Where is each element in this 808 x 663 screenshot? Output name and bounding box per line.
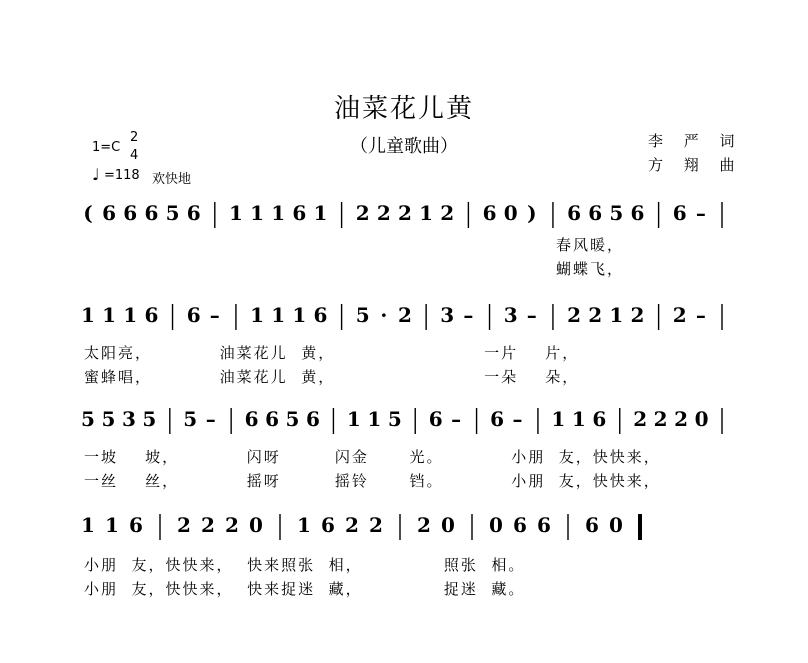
note-2-5: 5 — [183, 407, 198, 431]
note-0-7: 1 — [228, 201, 243, 225]
note-0-5: 6 — [186, 201, 201, 225]
note-3-21: 6 — [585, 513, 599, 537]
note-2-17: 6 — [428, 407, 443, 431]
page-title: 油菜花儿黄 — [333, 94, 474, 124]
note-2-21: – — [512, 407, 523, 431]
note-3-0: 1 — [81, 513, 95, 537]
note-1-24: 2 — [588, 303, 603, 327]
note-0-8: 1 — [250, 201, 265, 225]
note-3-18: 6 — [513, 513, 527, 537]
note-0-28: 6 — [672, 201, 687, 225]
note-3-12: 2 — [369, 513, 383, 537]
time-signature-bottom: 4 — [130, 148, 139, 163]
note-1-10: 1 — [292, 303, 307, 327]
note-1-23: 2 — [567, 303, 582, 327]
note-1-29: – — [695, 303, 706, 327]
note-3-4: 2 — [177, 513, 191, 537]
note-2-6: – — [205, 407, 216, 431]
lyrics-line4-verse1: 小朋 友，快快来， 快来照张 相， 照张 相。 — [84, 556, 526, 574]
note-3-6: 2 — [225, 513, 239, 537]
lyricist-credit: 李 严 词 — [648, 132, 743, 150]
note-3-17: 0 — [489, 513, 503, 537]
note-0-25: 5 — [609, 201, 624, 225]
page-subtitle: （儿童歌曲） — [350, 136, 458, 157]
note-2-2: 3 — [121, 407, 136, 431]
note-2-13: 1 — [346, 407, 361, 431]
note-0-1: 6 — [102, 201, 117, 225]
note-0-16: 1 — [419, 201, 434, 225]
note-2-29: 2 — [674, 407, 689, 431]
note-1-14: · — [380, 303, 388, 327]
note-1-28: 2 — [672, 303, 687, 327]
note-1-13: 5 — [355, 303, 370, 327]
note-0-20: 0 — [503, 201, 518, 225]
note-0-23: 6 — [567, 201, 582, 225]
note-0-2: 6 — [123, 201, 138, 225]
note-0-29: – — [695, 201, 706, 225]
quarter-note-icon: ♩ — [92, 165, 100, 184]
composer-credit: 方 翔 曲 — [648, 156, 743, 174]
note-1-20: 3 — [503, 303, 518, 327]
note-2-27: 2 — [633, 407, 648, 431]
note-0-19: 6 — [482, 201, 497, 225]
note-2-20: 6 — [490, 407, 504, 431]
note-1-11: 6 — [313, 303, 328, 327]
note-1-18: – — [463, 303, 474, 327]
note-1-21: – — [526, 303, 537, 327]
note-2-1: 5 — [101, 407, 116, 431]
key-signature: 1=C — [92, 140, 121, 155]
note-1-26: 2 — [630, 303, 645, 327]
note-3-19: 6 — [537, 513, 551, 537]
note-1-0: 1 — [81, 303, 95, 327]
note-0-14: 2 — [376, 201, 391, 225]
note-0-11: 1 — [313, 201, 328, 225]
note-2-25: 6 — [592, 407, 607, 431]
lyrics-line1-verse2: 蝴蝶飞， — [556, 260, 625, 278]
note-1-15: 2 — [398, 303, 412, 327]
note-3-15: 0 — [441, 513, 455, 537]
note-2-15: 5 — [387, 407, 402, 431]
note-2-28: 2 — [653, 407, 668, 431]
note-3-9: 1 — [297, 513, 311, 537]
note-3-14: 2 — [417, 513, 431, 537]
note-2-30: 0 — [694, 407, 709, 431]
lyrics-line3-verse2: 一丝 丝， 摇呀 摇铃 铛。 小朋 友，快快来， — [84, 472, 661, 490]
note-2-9: 6 — [265, 407, 280, 431]
note-0-9: 1 — [271, 201, 286, 225]
note-0-26: 6 — [630, 201, 645, 225]
note-3-11: 2 — [345, 513, 359, 537]
lyrics-line2-verse1: 太阳亮， 油菜花儿 黄， 一片 片， — [84, 344, 580, 362]
note-0-10: 6 — [292, 201, 307, 225]
note-2-23: 1 — [551, 407, 566, 431]
note-1-17: 3 — [440, 303, 455, 327]
note-2-11: 6 — [306, 407, 320, 431]
note-1-8: 1 — [250, 303, 265, 327]
time-signature-top: 2 — [130, 130, 139, 145]
note-1-5: 6 — [186, 303, 201, 327]
note-3-1: 1 — [105, 513, 119, 537]
note-2-10: 5 — [285, 407, 300, 431]
note-2-14: 1 — [367, 407, 382, 431]
tempo-value: =118 — [104, 168, 140, 183]
note-3-22: 0 — [609, 513, 623, 537]
note-0-21: ) — [527, 201, 537, 225]
note-0-13: 2 — [355, 201, 370, 225]
note-1-2: 1 — [123, 303, 138, 327]
note-2-18: – — [451, 407, 462, 431]
note-1-6: – — [209, 303, 220, 327]
note-2-8: 6 — [244, 407, 259, 431]
note-0-3: 6 — [144, 201, 159, 225]
note-0-17: 2 — [440, 201, 455, 225]
note-1-3: 6 — [144, 303, 159, 327]
note-0-0: ( — [83, 201, 93, 225]
lyrics-line2-verse2: 蜜蜂唱， 油菜花儿 黄， 一朵 朵， — [84, 368, 580, 386]
lyrics-line3-verse1: 一坡 坡， 闪呀 闪金 光。 小朋 友，快快来， — [84, 448, 661, 466]
note-2-3: 5 — [142, 407, 157, 431]
note-3-2: 6 — [129, 513, 143, 537]
note-1-9: 1 — [271, 303, 286, 327]
lyrics-line1-verse1: 春风暖， — [556, 236, 625, 254]
note-3-10: 6 — [321, 513, 335, 537]
note-0-4: 5 — [165, 201, 180, 225]
note-2-0: 5 — [81, 407, 95, 431]
note-3-5: 2 — [201, 513, 215, 537]
note-2-24: 1 — [571, 407, 586, 431]
lyrics-line4-verse2: 小朋 友，快快来， 快来捉迷 藏， 捉迷 藏。 — [84, 580, 526, 598]
note-1-25: 1 — [609, 303, 624, 327]
note-3-7: 0 — [249, 513, 263, 537]
note-1-1: 1 — [102, 303, 117, 327]
tempo-text: 欢快地 — [152, 172, 192, 187]
note-0-24: 6 — [588, 201, 603, 225]
note-0-15: 2 — [398, 201, 412, 225]
